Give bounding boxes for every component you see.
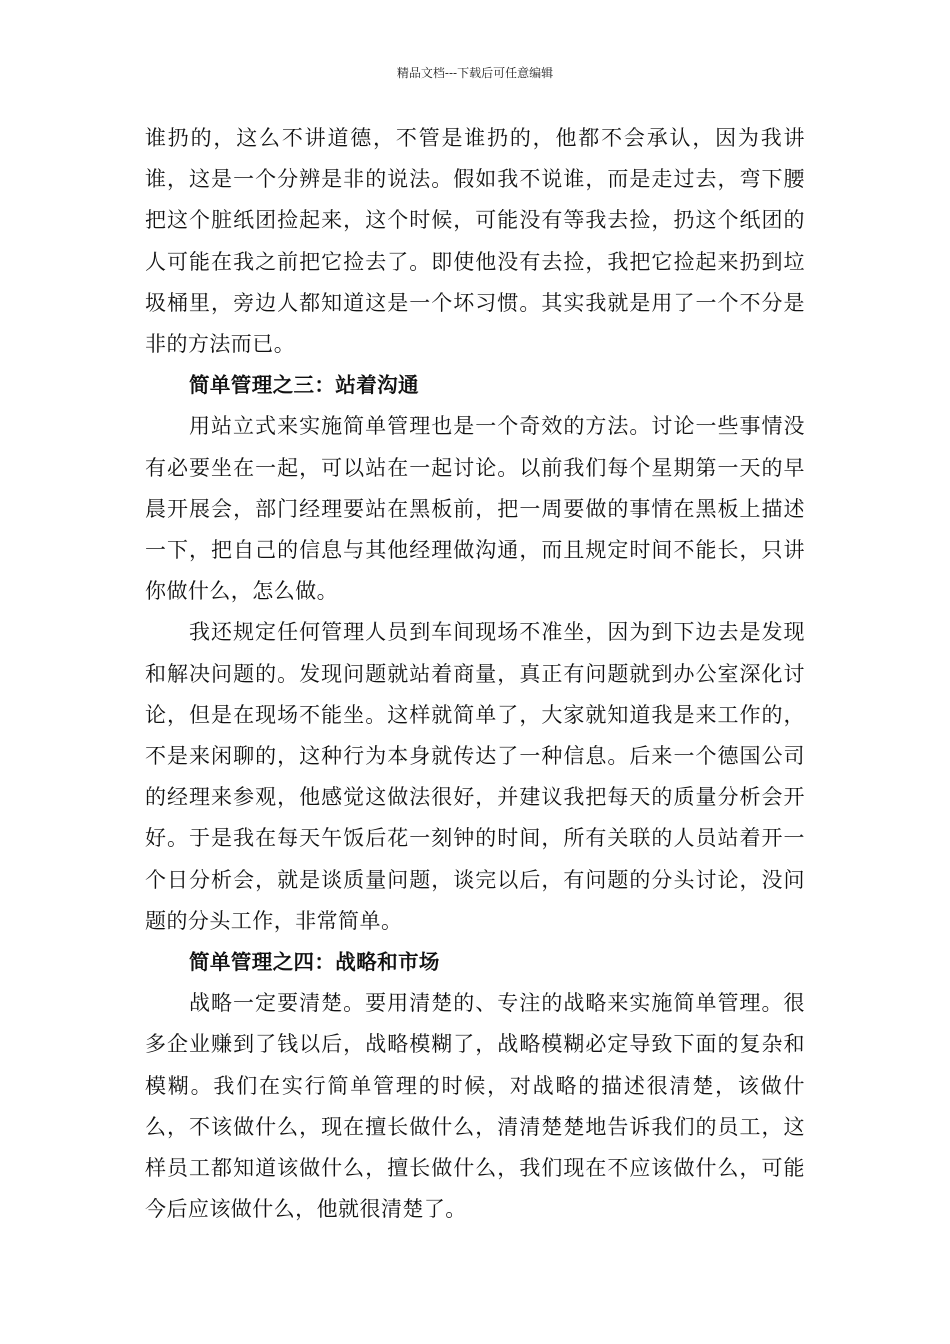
- document-body: [145, 118, 805, 1230]
- page-header: 精品文档---下载后可任意编辑: [396, 66, 554, 80]
- section-heading-three: 简单管理之三：站着沟通: [189, 373, 419, 398]
- section-heading-four: 简单管理之四：战略和市场: [189, 950, 440, 975]
- paragraph-workshop-rule: 我还规定任何管理人员到车间现场不准坐，因为到下边去是发现和解决问题的。发现问题就站着商量，真正有问题就到办公室深化讨论，但是在现场不能坐。这样就简单了，大家就知道我是来工作的，不是来闲聊的，这种行为本身就传达了一种信息。后来一个德国公司的经理来参观，他感觉这做法很好，并建议我把每天的质量分析会开好。于是我在每天午饭后花一刻钟的时间，所有关联的人员站着开一个日分析会，就是谈质量问题，谈完以后，有问题的分头讨论，没问题的分头工作，非常简单。: [145, 620, 805, 933]
- paragraph-standing-meetings: 用站立式来实施简单管理也是一个奇效的方法。讨论一些事情没有必要坐在一起，可以站在一起讨论。以前我们每个星期第一天的早晨开展会，部门经理要站在黑板前，把一周要做的事情在黑板上描述一下，把自己的信息与其他经理做沟通，而且规定时间不能长，只讲你做什么，怎么做。: [145, 414, 805, 604]
- paragraph-continued: 谁扔的，这么不讲道德，不管是谁扔的，他都不会承认，因为我讲谁，这是一个分辨是非的说法。假如我不说谁，而是走过去，弯下腰把这个脏纸团捡起来，这个时候，可能没有等我去捡，扔这个纸团的人可能在我之前把它捡去了。即使他没有去捡，我把它捡起来扔到垃圾桶里，旁边人都知道这是一个坏习惯。其实我就是用了一个不分是非的方法而已。: [145, 126, 805, 357]
- paragraph-strategy: 战略一定要清楚。要用清楚的、专注的战略来实施简单管理。很多企业赚到了钱以后，战略模糊了，战略模糊必定导致下面的复杂和模糊。我们在实行简单管理的时候，对战略的描述很清楚，该做什么，不该做什么，现在擅长做什么，清清楚楚地告诉我们的员工，这样员工都知道该做什么，擅长做什么，我们现在不应该做什么，可能今后应该做什么，他就很清楚了。: [145, 991, 805, 1222]
